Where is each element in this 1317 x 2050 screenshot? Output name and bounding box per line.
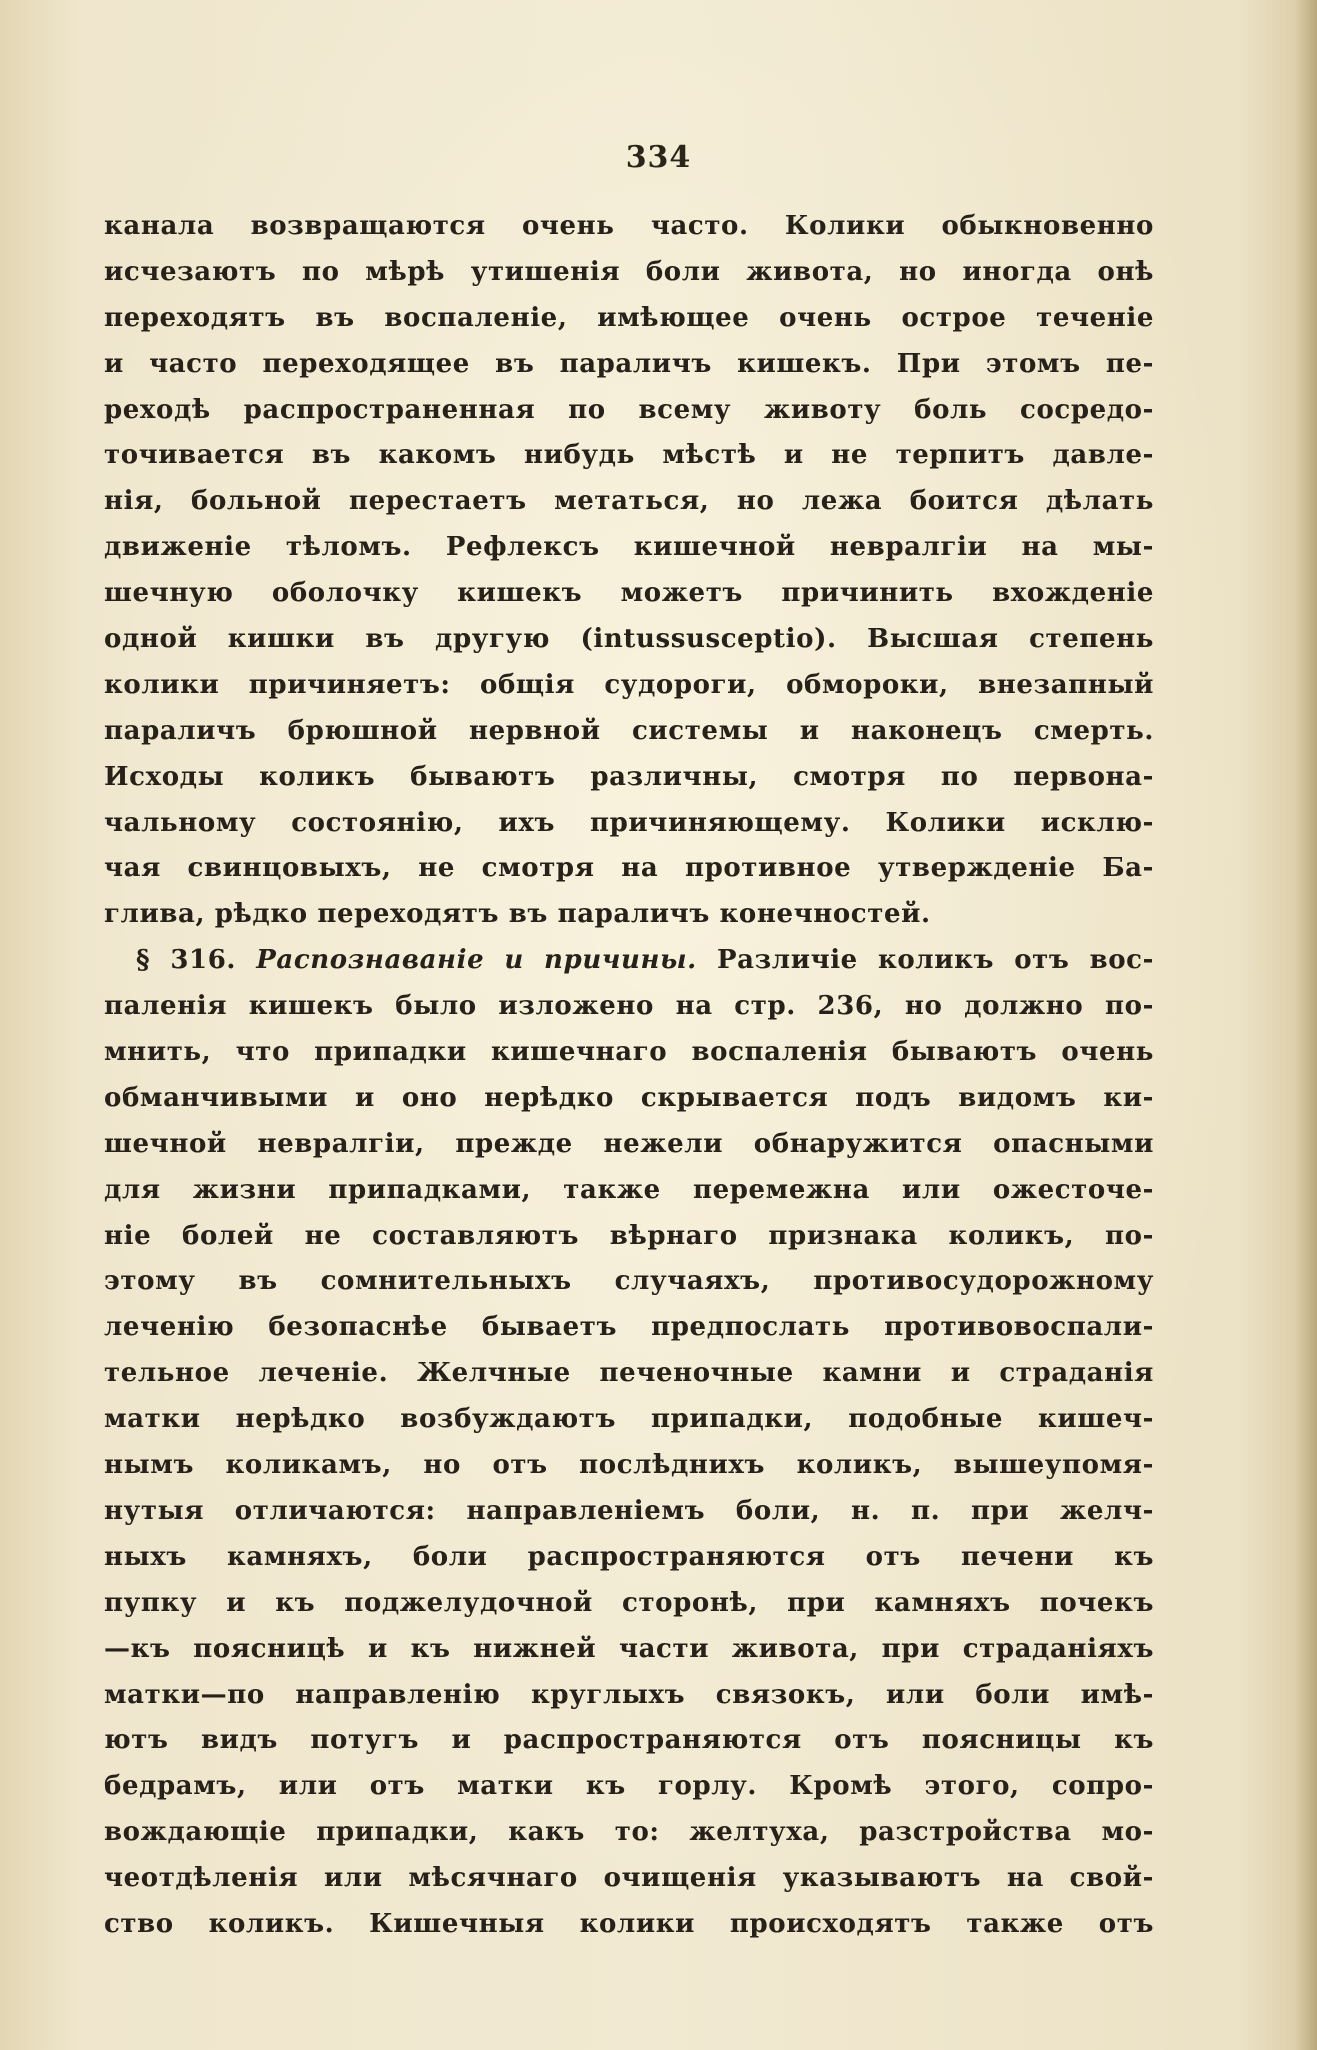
text-line: пупку и къ поджелудочной сторонѣ, при камняхъ почекъ [104, 1587, 1154, 1618]
text-line: параличъ брюшной нервной системы и наконецъ смерть. [104, 715, 1154, 746]
text-line: ныхъ камняхъ, боли распространяются отъ печени къ [104, 1541, 1154, 1572]
text-line: переходятъ въ воспаленіе, имѣющее очень острое теченіе [104, 302, 1154, 333]
text-line: нымъ коликамъ, но отъ послѣднихъ коликъ, вышеупомя- [104, 1450, 1154, 1481]
text-line: реходѣ распространенная по всему животу боль сосредо- [104, 394, 1154, 425]
text-line: Исходы коликъ бываютъ различны, смотря по первона- [104, 761, 1154, 792]
text-line: одной кишки въ другую (intussusceptio). Высшая степень [104, 624, 1154, 655]
text-line: паленія кишекъ было изложено на стр. 236, но должно по- [104, 991, 1154, 1022]
text-line: и часто переходящее въ параличъ кишекъ. При этомъ пе- [104, 348, 1154, 379]
text-line: глива, рѣдко переходятъ въ параличъ конечностей. [104, 899, 931, 930]
text-line: чальному состоянію, ихъ причиняющему. Колики исклю- [104, 807, 1154, 838]
text-line: матки—по направленію круглыхъ связокъ, или боли имѣ- [104, 1679, 1154, 1710]
text-line: мнить, что припадки кишечнаго воспаленія бываютъ очень [104, 1037, 1154, 1068]
text-line: тельное леченіе. Желчные печеночные камни и страданія [104, 1358, 1154, 1389]
text-line: движеніе тѣломъ. Рефлексъ кишечной невралгіи на мы- [104, 532, 1154, 563]
section-heading: Распознаваніе и причины. [256, 945, 697, 976]
text-line: шечной невралгіи, прежде нежели обнаружится опасными [104, 1128, 1154, 1159]
text-line: ютъ видъ потугъ и распространяются отъ поясницы къ [104, 1725, 1154, 1756]
text-line: матки нерѣдко возбуждаютъ припадки, подобные кишеч- [104, 1404, 1154, 1435]
text-line: ніе болей не составляютъ вѣрнаго признака коликъ, по- [104, 1220, 1154, 1251]
text-line: этому въ сомнительныхъ случаяхъ, противосудорожному [104, 1266, 1154, 1297]
text-line: для жизни припадками, также перемежна или ожесточе- [104, 1174, 1154, 1205]
text-line: канала возвращаются очень часто. Колики обыкновенно [104, 211, 1154, 241]
text-line: точивается въ какомъ нибудь мѣстѣ и не терпитъ давле- [104, 440, 1154, 471]
section-mark: § 316. [136, 945, 237, 976]
text-line: ство коликъ. Кишечныя колики происходятъ также отъ [104, 1908, 1154, 1939]
text-line: нутыя отличаются: направленіемъ боли, н. п. при желч- [104, 1495, 1154, 1526]
text-line: вождающіе припадки, какъ то: желтуха, разстройства мо- [104, 1817, 1154, 1848]
text-line: исчезаютъ по мѣрѣ утишенія боли живота, но иногда онѣ [104, 256, 1154, 287]
text-line: —къ поясницѣ и къ нижней части живота, при страданіяхъ [104, 1633, 1154, 1664]
text-line: шечную оболочку кишекъ можетъ причинить вхожденіе [104, 578, 1154, 609]
text-line: бедрамъ, или отъ матки къ горлу. Кромѣ этого, сопро- [104, 1771, 1154, 1802]
section-heading-line [104, 938, 1154, 984]
text-line: чеотдѣленія или мѣсячнаго очищенія указываютъ на свой- [104, 1863, 1154, 1894]
section-first-line: Различіе коликъ отъ вос- [716, 945, 1154, 976]
text-line: нія, больной перестаетъ метаться, но лежа боится дѣлать [104, 486, 1154, 517]
page-edge-shadow [1295, 0, 1317, 2050]
text-line: колики причиняетъ: общія судороги, обмороки, внезапный [104, 669, 1154, 700]
page-number: 334 [625, 140, 692, 175]
text-line: леченію безопаснѣе бываетъ предпослать противовоспали- [104, 1312, 1154, 1343]
body-text [104, 204, 1154, 1948]
text-line: обманчивыми и оно нерѣдко скрывается подъ видомъ ки- [104, 1082, 1154, 1113]
text-line: чая свинцовыхъ, не смотря на противное утвержденіе Ба- [104, 853, 1154, 884]
